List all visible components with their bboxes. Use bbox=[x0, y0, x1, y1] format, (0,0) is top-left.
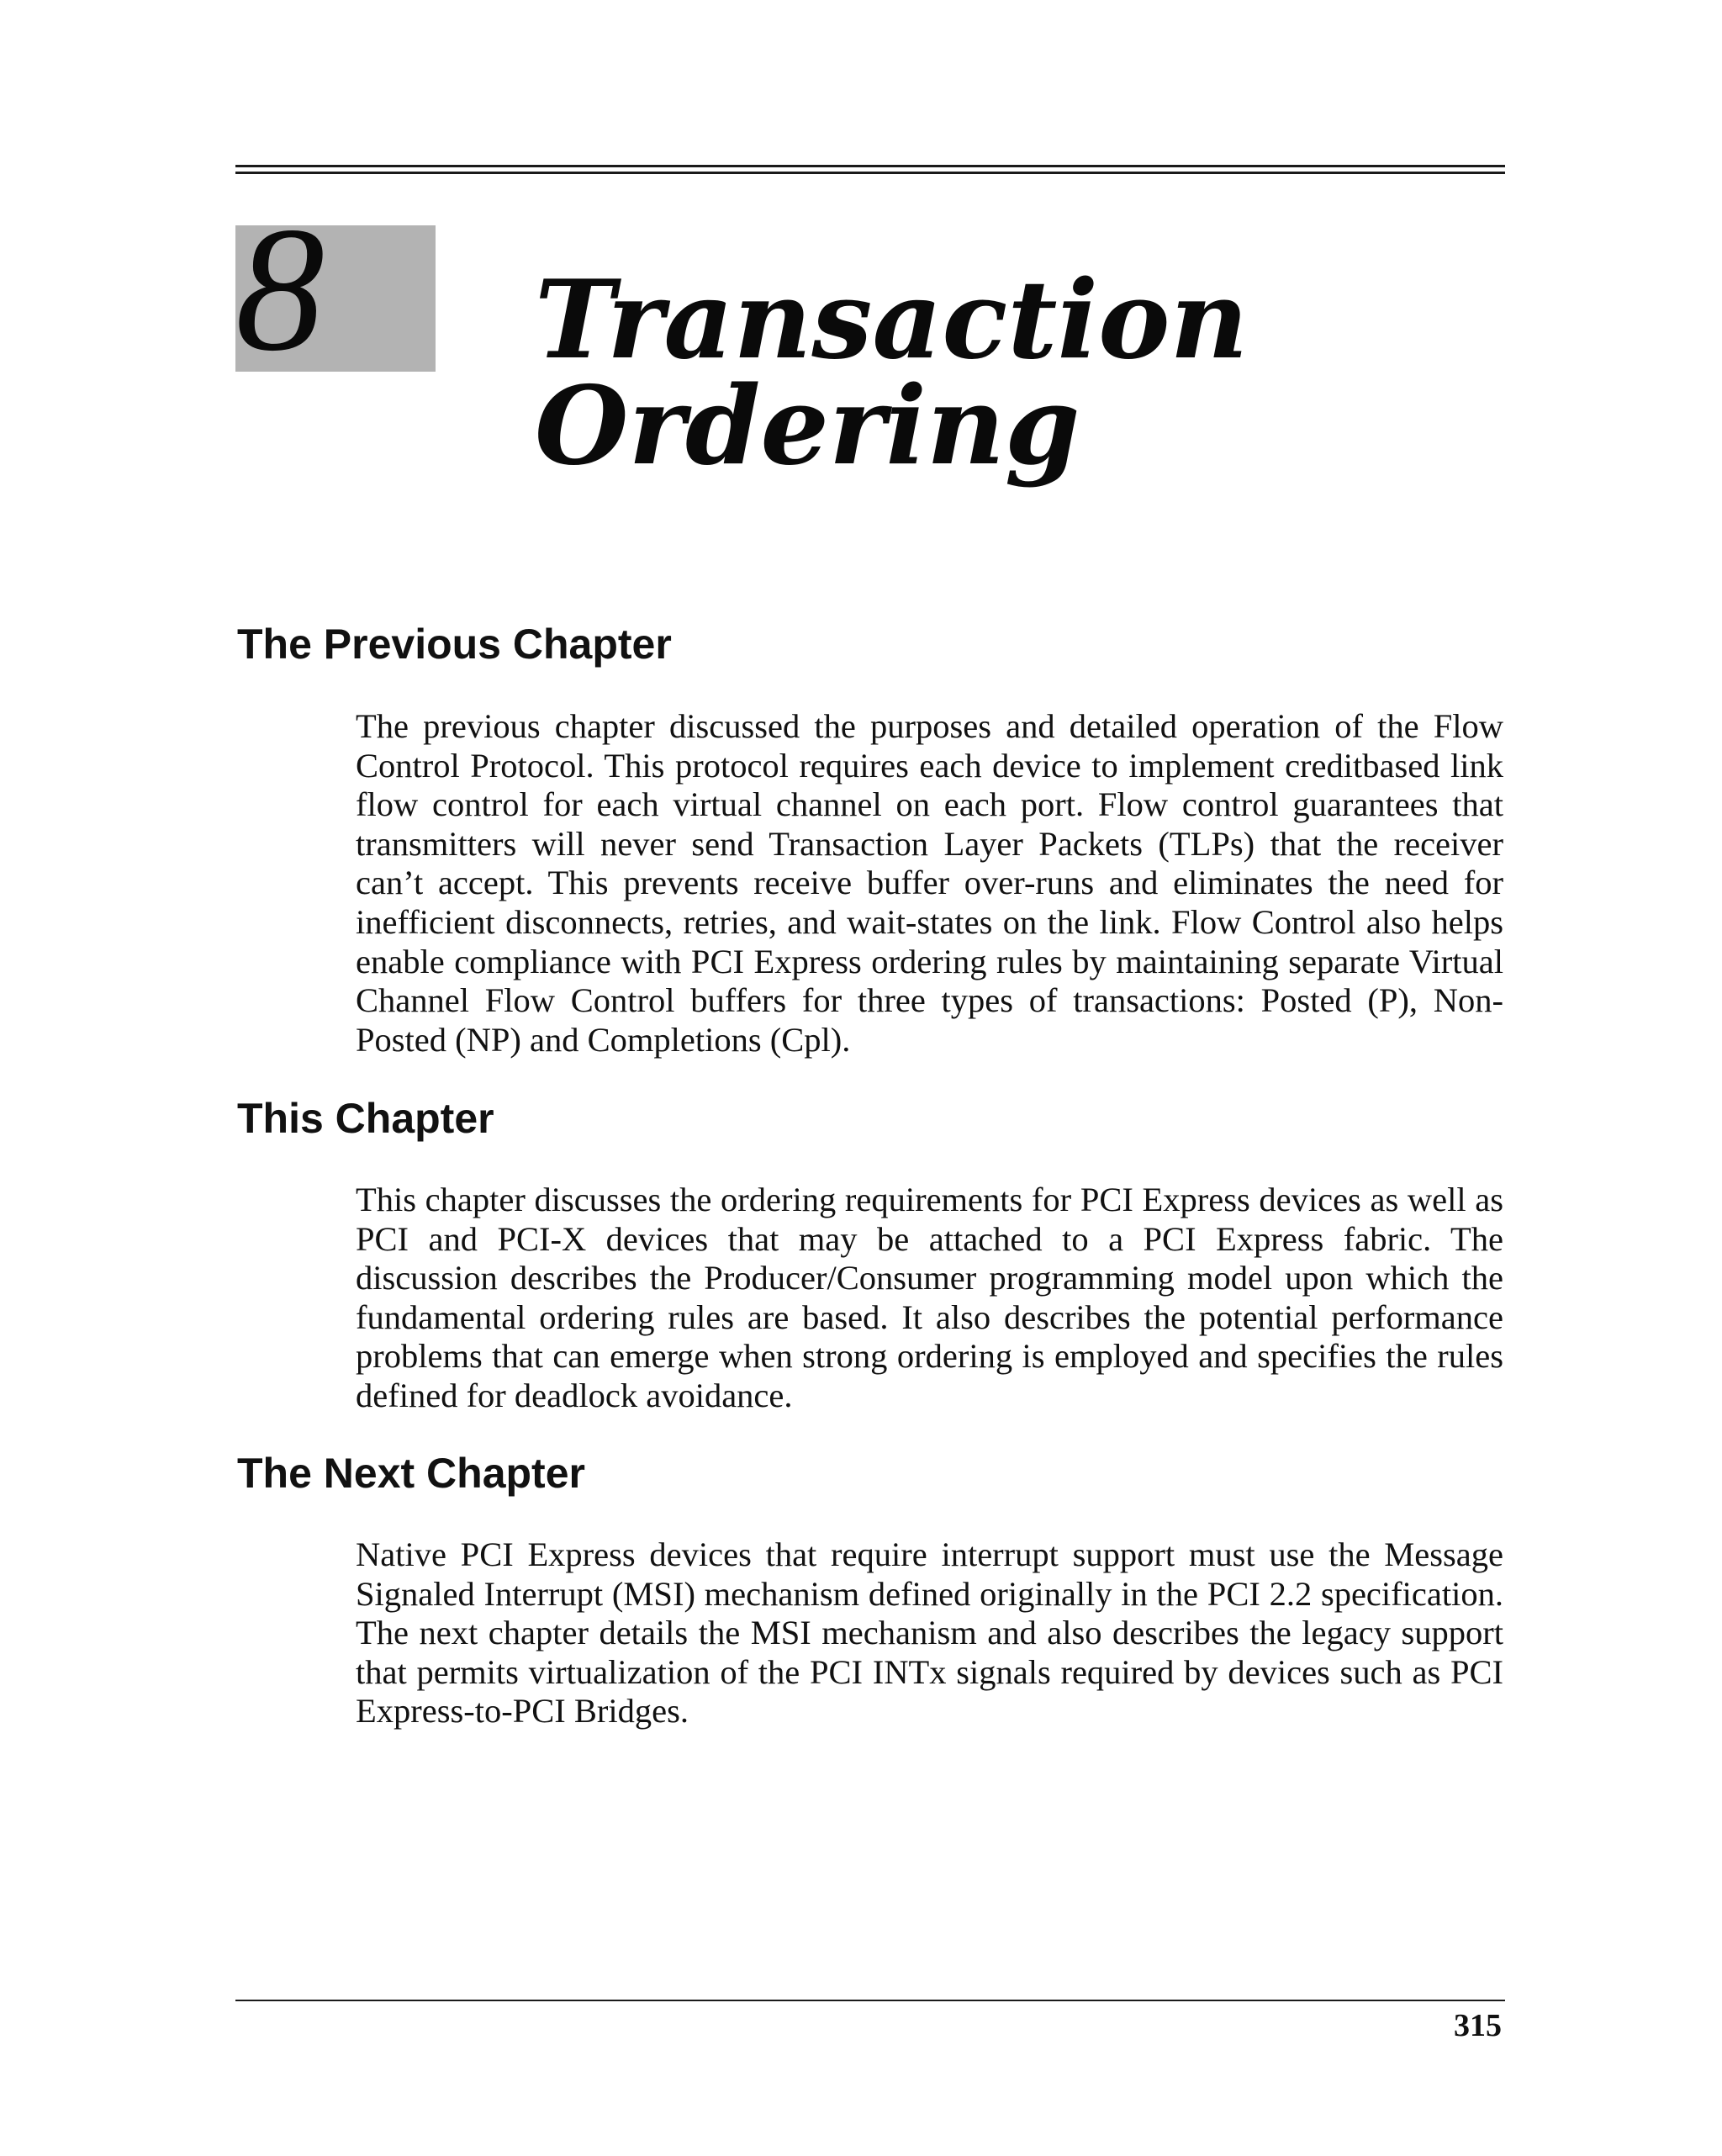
header-rule-upper bbox=[235, 165, 1505, 167]
section-body-next-chapter: Native PCI Express devices that require interrupt support must use the Message Signaled Interrupt (MSI) mechanism defined originally in the PCI 2.2 specification. The next chapter details the MSI mechanism and also describes the legacy support that permits virtualization of the PCI INTx signals required by devices such as PCI Express-to-PCI Bridges. bbox=[356, 1535, 1503, 1731]
header-rule-lower bbox=[235, 172, 1505, 174]
chapter-number: 8 bbox=[235, 190, 325, 388]
section-body-this-chapter: This chapter discusses the ordering requirements for PCI Express devices as well as PCI and PCI-X devices that may be attached to a PCI Express fabric. The discussion describes the Producer/Consumer programming model upon which the fundamental ordering rules are based. It also describes the potential performance problems that can emerge when strong ordering is employed and specifies the rules defined for deadlock avoidance. bbox=[356, 1181, 1503, 1414]
chapter-title-line-2: Ordering bbox=[535, 363, 1080, 489]
section-heading-next-chapter: The Next Chapter bbox=[237, 1450, 585, 1497]
section-heading-this-chapter: This Chapter bbox=[237, 1095, 494, 1142]
chapter-title bbox=[535, 257, 1460, 489]
section-body-previous-chapter: The previous chapter discussed the purposes and detailed operation of the Flow Control Protocol. This protocol requires each device to implement creditbased link flow control for each virtual channel on each port. Flow control guarantees that transmitters will never send Transaction Layer Packets (TLPs) that the receiver can’t accept. This prevents receive buffer over-runs and eliminates the need for inefficient disconnects, retries, and wait-states on the link. Flow Control also helps enable compliance with PCI Express ordering rules by maintaining separate Virtual Channel Flow Control buffers for three types of transactions: Posted (P), Non-Posted (NP) and Completions (Cpl). bbox=[356, 707, 1503, 1059]
section-heading-previous-chapter: The Previous Chapter bbox=[237, 621, 672, 668]
chapter-title-line-1: Transaction bbox=[535, 257, 1249, 383]
page-number: 315 bbox=[1454, 2008, 1502, 2043]
footer-rule bbox=[235, 2000, 1505, 2001]
